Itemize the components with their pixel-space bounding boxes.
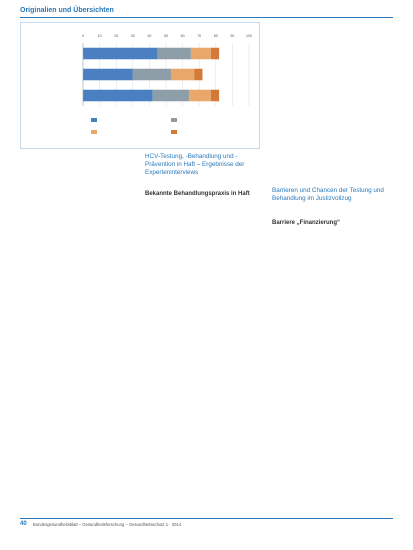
section-label: Originalien und Übersichten (20, 7, 114, 14)
legend-swatch (91, 118, 97, 122)
figure-bar-chart (20, 22, 260, 149)
x-tick-label: 80 (213, 34, 218, 38)
bar-segment (83, 69, 133, 81)
journal-footer: Bundesgesundheitsblatt – Gesundheitsforschung – Gesundheitsschutz 1 · 2014 (33, 522, 182, 527)
x-tick-label: 90 (230, 34, 235, 38)
subsection-heading: Bekannte Behandlungspraxis in Haft (145, 191, 250, 197)
bar-segment (194, 69, 202, 81)
bar-segment (171, 69, 194, 81)
x-tick-label: 100 (246, 34, 252, 38)
bar-segment (211, 48, 219, 60)
subsection-heading: Barriere „Finanzierung“ (272, 220, 341, 226)
bar-segment (133, 69, 171, 81)
column-3-bottom (272, 237, 392, 513)
footer-rule (20, 518, 393, 519)
x-tick-label: 30 (130, 34, 135, 38)
legend-swatch (171, 118, 177, 122)
legend-swatch (171, 130, 177, 134)
column-2 (145, 208, 265, 514)
bar-segment (153, 90, 190, 102)
bar-segment (189, 90, 211, 102)
page-number: 40 (20, 521, 27, 527)
section-heading: HCV-Testung, -Behandlung und -Prävention in Haft – Ergebnisse der Experteninterviews (145, 153, 245, 176)
top-rule (20, 17, 393, 18)
x-tick-label: 0 (82, 34, 84, 38)
x-tick-label: 10 (97, 34, 102, 38)
section-heading: Barrieren und Chancen der Testung und Behandlung im Justizvollzug (272, 187, 384, 202)
x-tick-label: 60 (180, 34, 185, 38)
bar-segment (191, 48, 211, 60)
x-tick-label: 50 (164, 34, 168, 38)
column-1 (20, 153, 138, 513)
x-tick-label: 40 (147, 34, 152, 38)
x-tick-label: 20 (114, 34, 119, 38)
column-3-top (272, 22, 392, 184)
bar-chart-svg (21, 23, 261, 150)
bar-segment (83, 48, 158, 60)
bar-segment (83, 90, 153, 102)
x-tick-label: 70 (197, 34, 202, 38)
bar-segment (158, 48, 191, 60)
legend-swatch (91, 130, 97, 134)
bar-segment (211, 90, 219, 102)
